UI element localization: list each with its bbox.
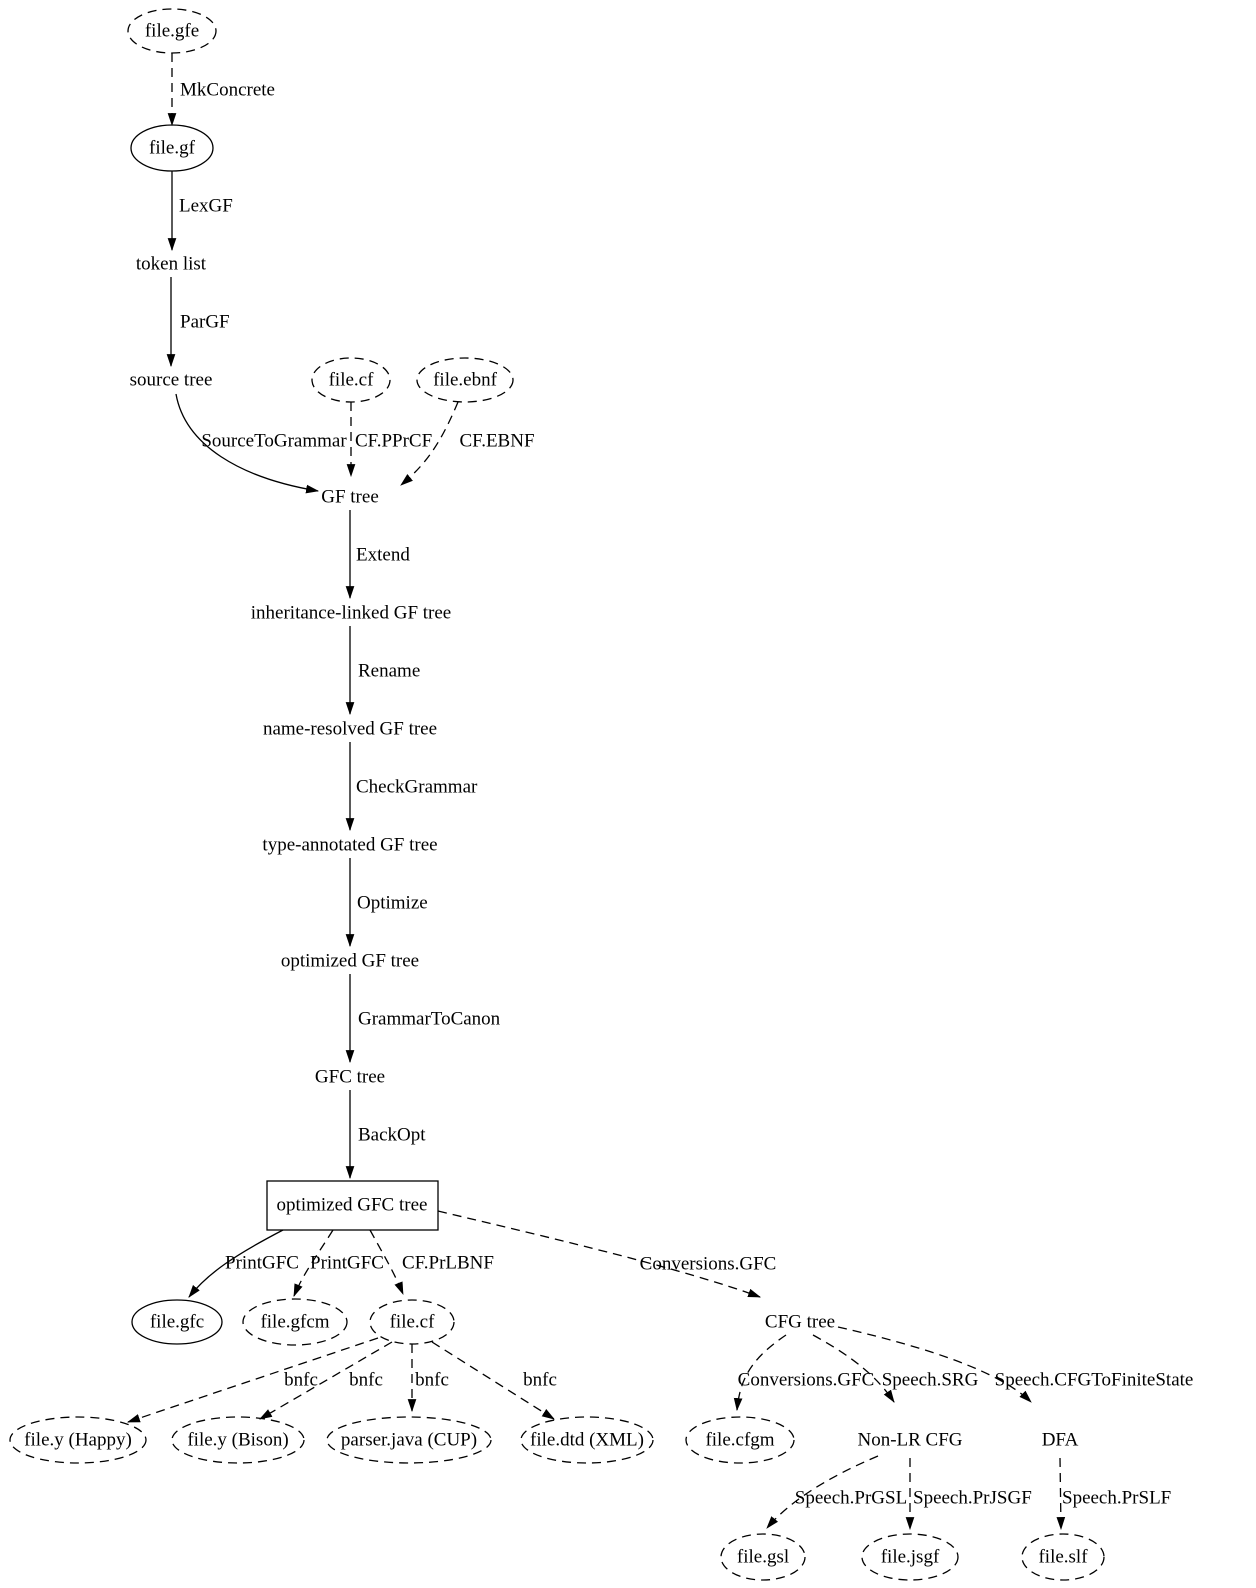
node-file-jsgf: file.jsgf [880, 1546, 940, 1568]
node-file-ebnf: file.ebnf [433, 369, 497, 391]
edge-label-printgfc-1: PrintGFC [225, 1252, 299, 1274]
edge-label-grammartocanon: GrammarToCanon [358, 1008, 501, 1030]
node-file-gsl: file.gsl [736, 1546, 790, 1568]
node-gf-tree: GF tree [321, 486, 379, 508]
node-optimized-gf-tree: optimized GF tree [280, 950, 420, 972]
edge-label-rename: Rename [358, 660, 421, 682]
node-file-cf-top: file.cf [328, 369, 374, 391]
node-file-gfc: file.gfc [149, 1311, 205, 1333]
edge-label-cf-prlbnf: CF.PrLBNF [402, 1252, 494, 1274]
edge-label-optimize: Optimize [357, 892, 428, 914]
node-file-cf-bottom: file.cf [389, 1311, 435, 1333]
edge-label-cf-pprcf: CF.PPrCF [355, 430, 433, 452]
node-source-tree: source tree [129, 369, 213, 391]
node-non-lr-cfg: Non-LR CFG [857, 1429, 963, 1451]
edge-speech-srg [813, 1335, 894, 1402]
edge-label-sourcetogrammar: SourceToGrammar [201, 430, 347, 452]
node-file-slf: file.slf [1038, 1546, 1088, 1568]
node-file-gfcm: file.gfcm [260, 1311, 330, 1333]
edge-speech-prslf [1060, 1458, 1061, 1529]
node-file-cfgm: file.cfgm [705, 1429, 775, 1451]
edge-label-speech-srg: Speech.SRG [881, 1369, 979, 1391]
edge-label-pargf: ParGF [180, 311, 230, 333]
edge-bnfc-happy [128, 1338, 378, 1422]
node-file-y-bison: file.y (Bison) [187, 1429, 289, 1451]
edge-label-bnfc-2: bnfc [349, 1369, 383, 1391]
edge-label-bnfc-1: bnfc [284, 1369, 318, 1391]
edge-label-extend: Extend [356, 544, 410, 566]
edge-label-bnfc-3: bnfc [415, 1369, 449, 1391]
node-file-dtd: file.dtd (XML) [530, 1429, 644, 1451]
node-name-resolved-gf-tree: name-resolved GF tree [262, 718, 438, 740]
edge-label-speech-prjsgf: Speech.PrJSGF [913, 1487, 1032, 1509]
node-file-y-happy: file.y (Happy) [24, 1429, 132, 1451]
node-inheritance-linked-gf-tree: inheritance-linked GF tree [250, 602, 452, 624]
node-token-list: token list [135, 253, 207, 275]
node-cfg-tree: CFG tree [764, 1311, 836, 1333]
edge-label-printgfc-2: PrintGFC [310, 1252, 384, 1274]
node-file-gf: file.gf [149, 137, 195, 159]
edge-label-mkconcrete: MkConcrete [180, 79, 275, 101]
edge-label-speech-prslf: Speech.PrSLF [1062, 1487, 1172, 1509]
node-file-gfe: file.gfe [144, 20, 200, 42]
edge-speech-cfgtofinitestate [838, 1327, 1031, 1402]
edge-label-checkgrammar: CheckGrammar [356, 776, 478, 798]
edge-label-conversions-gfc-1: Conversions.GFC [639, 1253, 777, 1275]
edge-label-speech-cfgtofinitestate: Speech.CFGToFiniteState [994, 1369, 1194, 1391]
edge-label-speech-prgsl: Speech.PrGSL [794, 1487, 908, 1509]
edge-label-backopt: BackOpt [358, 1124, 426, 1146]
node-type-annotated-gf-tree: type-annotated GF tree [262, 834, 438, 856]
edge-label-conversions-gfc-2: Conversions.GFC [737, 1369, 875, 1391]
node-optimized-gfc-tree: optimized GFC tree [276, 1194, 428, 1216]
node-gfc-tree: GFC tree [314, 1066, 386, 1088]
edge-label-cf-ebnf: CF.EBNF [459, 430, 535, 452]
edge-label-lexgf: LexGF [179, 195, 233, 217]
edge-label-bnfc-4: bnfc [523, 1369, 557, 1391]
node-dfa: DFA [1041, 1429, 1079, 1451]
node-parser-java: parser.java (CUP) [340, 1429, 478, 1451]
